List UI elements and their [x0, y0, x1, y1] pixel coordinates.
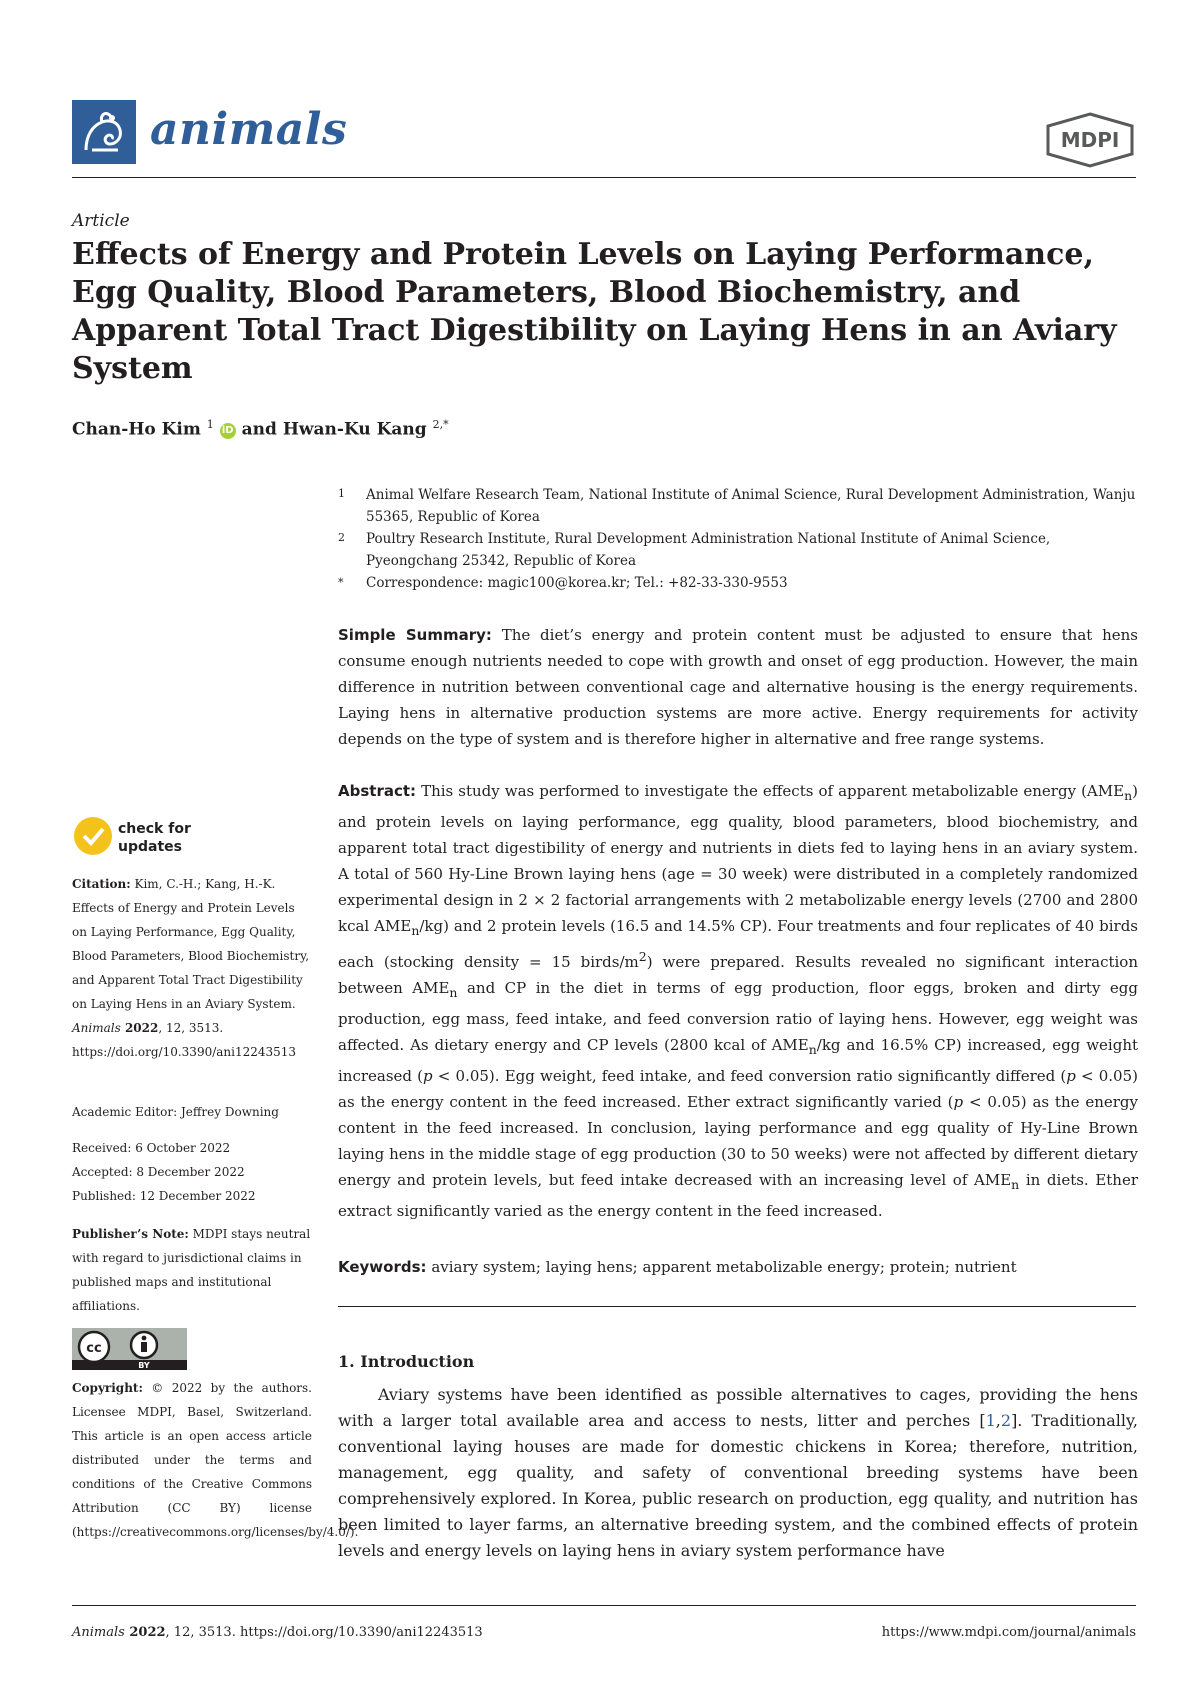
- abstract-italic: p: [1066, 1067, 1076, 1085]
- accepted-date: Accepted: 8 December 2022: [72, 1165, 245, 1179]
- keywords: [338, 1254, 1138, 1280]
- abstract-subscript: n: [449, 985, 458, 1000]
- footer-journal-url[interactable]: https://www.mdpi.com/journal/animals: [881, 1625, 1136, 1640]
- correspondence-text: Correspondence: magic100@korea.kr; Tel.: +82-33-330-9553: [366, 575, 788, 591]
- abstract-label: Abstract:: [338, 782, 417, 800]
- orcid-icon[interactable]: iD: [220, 423, 236, 439]
- correspondence-mark: *: [338, 576, 344, 589]
- check-updates-label: updates: [118, 839, 182, 855]
- cc-by-license-icon[interactable]: [72, 1328, 187, 1370]
- citation-doi[interactable]: , 12, 3513. https://doi.org/10.3390/ani12243513: [72, 1021, 297, 1059]
- keywords-label: Keywords:: [338, 1258, 427, 1276]
- publisher-name: MDPI: [1060, 128, 1120, 152]
- introduction-paragraph: [338, 1382, 1138, 1564]
- footer-year: 2022: [124, 1625, 166, 1640]
- footer-divider: [72, 1605, 1136, 1606]
- abstract-subscript: n: [1124, 788, 1133, 803]
- abstract-italic: p: [953, 1093, 964, 1111]
- copyright-label: Copyright:: [72, 1381, 143, 1395]
- check-updates-label: check for: [118, 821, 191, 837]
- affiliation-text: Poultry Research Institute, Rural Development Administration National Institute of Animal Science, Pyeongchang 25342, Republic of Korea: [366, 531, 1051, 569]
- cc-label: cc: [86, 1341, 102, 1356]
- keywords-divider: [338, 1306, 1136, 1307]
- affiliation-mark: 2: [338, 531, 345, 544]
- footer-citation: [72, 1625, 483, 1640]
- author-affiliation-mark: 1: [206, 418, 214, 431]
- article-type: Article: [72, 211, 130, 231]
- introduction-text: ]. Traditionally, conventional laying houses are made for domestic chickens in Korea; therefore, nutrition, management, egg quality, and safety of conventional breeding systems have been comprehensively explored. In Korea, public research on production, egg quality, and nutrition has been limited to layer farms, an alternative breeding system, and the combined effects of protein levels and energy levels on laying hens in aviary system performance have: [338, 1411, 1138, 1560]
- publishers-note: [72, 1222, 312, 1318]
- abstract-text: < 0.05) as the energy content in the feed increased. Ether extract significantly varied (: [338, 1067, 1138, 1111]
- citation-label: Citation:: [72, 877, 131, 891]
- abstract-text: ) were prepared. Results revealed no significant interaction between AME: [338, 953, 1138, 997]
- article-title: Effects of Energy and Protein Levels on Laying Performance, Egg Quality, Blood Parameters, Blood Biochemistry, and Apparent Total Tract Digestibility on Laying Hens in an Aviary System: [72, 237, 1117, 386]
- simple-summary: [338, 622, 1138, 752]
- affiliation-mark: 1: [338, 487, 345, 500]
- abstract-subscript: n: [808, 1042, 817, 1057]
- citation-journal: Animals: [72, 1021, 121, 1035]
- affiliation-text: Animal Welfare Research Team, National Institute of Animal Science, Rural Development Administration, Wanju 55365, Republic of Korea: [366, 487, 1136, 525]
- check-for-updates-icon[interactable]: [72, 814, 202, 858]
- academic-editor: Academic Editor: Jeffrey Downing: [72, 1105, 279, 1119]
- copyright-text: © 2022 by the authors. Licensee MDPI, Basel, Switzerland. This article is an open access article distributed under the terms and conditions of the Creative Commons Attribution (CC BY) license (https://creativecommons.org/licenses/by/4.0/).: [72, 1381, 359, 1539]
- abstract-text: /kg) and 2 protein levels (16.5 and 14.5% CP). Four treatments and four replicates of 40 birds each (stocking density = 15 birds/m: [338, 917, 1139, 971]
- abstract: [338, 778, 1138, 1224]
- author-affiliation-mark: 2,*: [432, 418, 449, 431]
- citation-text: Kim, C.-H.; Kang, H.-K. Effects of Energy and Protein Levels on Laying Performance, Egg Quality, Blood Parameters, Blood Biochemistry, and Apparent Total Tract Digestibility on Laying Hens in an Aviary System.: [72, 877, 310, 1011]
- abstract-text: /kg and 16.5% CP) increased, egg weight increased (: [338, 1036, 1139, 1085]
- journal-name: animals: [150, 104, 348, 155]
- reference-link[interactable]: 2: [1000, 1411, 1012, 1430]
- abstract-text: and CP in the diet in terms of egg production, floor eggs, broken and dirty egg production, egg mass, feed intake, and feed conversion ratio of laying hens. However, egg weight was affected. As dietary energy and CP levels (2800 kcal of AME: [338, 979, 1138, 1054]
- simple-summary-text: The diet’s energy and protein content must be adjusted to ensure that hens consume enough nutrients needed to cope with growth and onset of egg production. However, the main difference in nutrition between conventional cage and alternative housing is the energy requirements. Laying hens in alternative production systems are more active. Energy requirements for activity depends on the type of system and is therefore higher in alternative and free range systems.: [338, 626, 1138, 748]
- simple-summary-label: Simple Summary:: [338, 626, 492, 644]
- introduction-text: Aviary systems have been identified as possible alternatives to cages, providing the hens with a larger total available area and access to nests, litter and perches [: [338, 1385, 1138, 1430]
- mdpi-publisher-logo-icon: [1044, 112, 1136, 168]
- section-heading: 1. Introduction: [338, 1352, 475, 1371]
- reference-separator: ,: [995, 1411, 1001, 1430]
- abstract-subscript: n: [1011, 1177, 1020, 1192]
- by-label: BY: [138, 1361, 150, 1370]
- reference-link[interactable]: 1: [985, 1411, 996, 1430]
- abstract-text: This study was performed to investigate the effects of apparent metabolizable energy (AME: [416, 782, 1125, 800]
- author-name[interactable]: Hwan-Ku Kang: [282, 419, 427, 440]
- citation-year: 2022: [120, 1021, 159, 1035]
- keywords-text: aviary system; laying hens; apparent metabolizable energy; protein; nutrient: [426, 1258, 1017, 1276]
- abstract-subscript: n: [411, 923, 420, 938]
- author-connector: and: [235, 419, 283, 440]
- published-date: Published: 12 December 2022: [72, 1189, 256, 1203]
- animals-journal-logo-icon: [72, 100, 136, 164]
- abstract-italic: p: [423, 1067, 433, 1085]
- footer-journal: Animals: [72, 1625, 125, 1640]
- footer-doi[interactable]: , 12, 3513. https://doi.org/10.3390/ani12243513: [165, 1625, 483, 1640]
- publishers-note-text: MDPI stays neutral with regard to jurisdictional claims in published maps and institutional affiliations.: [72, 1227, 311, 1313]
- author-name[interactable]: Chan-Ho Kim: [72, 419, 201, 440]
- copyright-notice: [72, 1376, 359, 1544]
- abstract-text: < 0.05). Egg weight, feed intake, and feed conversion ratio significantly differed (: [432, 1067, 1067, 1085]
- abstract-text: in diets. Ether extract significantly varied as the energy content in the feed increased.: [338, 1171, 1139, 1220]
- author-list: [72, 418, 449, 440]
- received-date: Received: 6 October 2022: [72, 1141, 231, 1155]
- abstract-superscript: 2: [638, 949, 647, 964]
- abstract-text: ) and protein levels on laying performance, egg quality, blood parameters, blood biochemistry, and apparent total tract digestibility of energy and nutrients in diets fed to laying hens in an aviary system. A total of 560 Hy-Line Brown laying hens (age = 30 week) were distributed in a completely randomized experimental design in 2 × 2 factorial arrangements with 2 metabolizable energy levels (2700 and 2800 kcal AME: [338, 782, 1138, 935]
- header-divider: [72, 177, 1136, 178]
- citation-block: [72, 872, 312, 1064]
- publishers-note-label: Publisher’s Note:: [72, 1227, 189, 1241]
- abstract-text: < 0.05) as the energy content in the feed increased. In conclusion, laying performance and egg quality of Hy-Line Brown laying hens in the middle stage of egg production (30 to 50 weeks) were not affected by different dietary energy and protein levels, but feed intake decreased with an increasing level of AME: [338, 1093, 1139, 1189]
